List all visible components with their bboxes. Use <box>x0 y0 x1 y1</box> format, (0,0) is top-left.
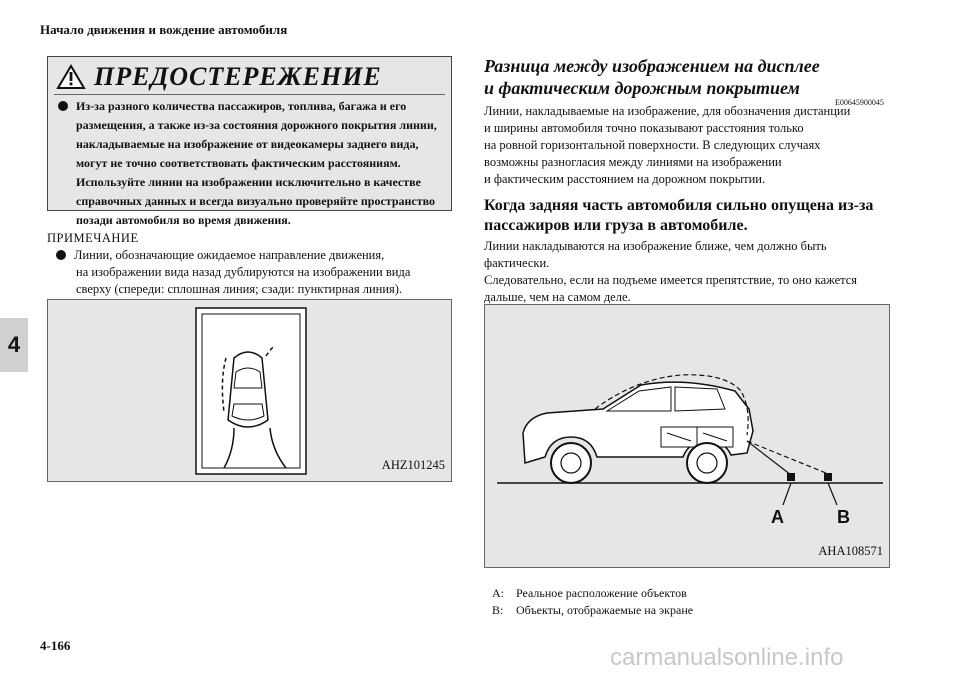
legend-key: B: <box>492 603 504 617</box>
chapter-tab: 4 <box>0 318 28 372</box>
warning-line: справочных данных и всегда визуально проверяйте пространство <box>76 194 436 208</box>
subsection-title-line: Когда задняя часть автомобиля сильно опущена из-за <box>484 197 874 214</box>
subsection-paragraph <box>484 238 904 306</box>
figure-code: AHZ101245 <box>381 458 445 472</box>
section-paragraph <box>484 103 904 188</box>
side-view-illustration <box>485 305 889 567</box>
label-a: A <box>771 507 784 527</box>
section-title <box>484 55 820 99</box>
paragraph-line: и ширины автомобиля точно показывают расстояния только <box>484 121 804 135</box>
note-label: ПРИМЕЧАНИЕ <box>47 231 139 245</box>
warning-line: размещения, а также из-за состояния дорожного покрытия линии, <box>76 118 437 132</box>
paragraph-line: Следовательно, если на подъеме имеется препятствие, то оно кажется <box>484 273 858 287</box>
figure-legend <box>492 585 693 619</box>
subsection-title-line: пассажиров или груза в автомобиле. <box>484 217 748 234</box>
figure-code: AHA108571 <box>818 544 883 558</box>
section-title-line: Разница между изображением на дисплее <box>484 56 820 76</box>
legend-text: Объекты, отображаемые на экране <box>516 603 694 617</box>
note-line: Линии, обозначающие ожидаемое направление движения, <box>74 248 385 262</box>
legend-item <box>492 602 693 619</box>
note-line: на изображении вида назад дублируются на изображении вида <box>76 265 411 279</box>
paragraph-line: дальше, чем на самом деле. <box>484 290 631 304</box>
warning-triangle-icon <box>56 64 86 90</box>
warning-line: накладываемые на изображение от видеокамеры заднего вида, <box>76 137 419 151</box>
legend-item <box>492 585 693 602</box>
paragraph-line: Линии, накладываемые на изображение, для обозначения дистанции <box>484 104 851 118</box>
page-number: 4-166 <box>40 638 71 653</box>
subsection-title <box>484 196 873 236</box>
warning-line: Используйте линии на изображении исключительно в качестве <box>76 175 421 189</box>
legend-text: Реальное расположение объектов <box>516 586 687 600</box>
paragraph-line: на ровной горизонтальной поверхности. В следующих случаях <box>484 138 821 152</box>
section-title-line: и фактическим дорожным покрытием <box>484 78 800 98</box>
paragraph-line: возможны разногласия между линиями на изображении <box>484 155 782 169</box>
warning-line: могут не точно соответствовать фактическим расстояниям. <box>76 156 401 170</box>
warning-box <box>47 56 452 227</box>
warning-divider <box>54 94 445 95</box>
warning-line: Из-за разного количества пассажиров, топлива, багажа и его <box>76 99 407 113</box>
legend-key: A: <box>492 586 504 600</box>
paragraph-line: и фактическим расстоянием на дорожном покрытии. <box>484 172 766 186</box>
paragraph-line: Линии накладываются на изображение ближе, чем должно быть <box>484 239 827 253</box>
bullet-icon <box>58 101 68 111</box>
page-header: Начало движения и вождение автомобиля <box>40 22 288 37</box>
top-view-illustration <box>48 300 451 481</box>
figure-top-view <box>47 299 452 482</box>
note-text <box>56 247 451 298</box>
paragraph-line: фактически. <box>484 256 550 270</box>
warning-line: позади автомобиля во время движения. <box>76 213 291 227</box>
label-b: B <box>837 507 850 527</box>
watermark: carmanualsonline.info <box>610 644 844 671</box>
warning-title <box>56 63 386 91</box>
warning-text <box>58 97 448 230</box>
note-line: сверху (спереди: сплошная линия; сзади: пунктирная линия). <box>76 282 403 296</box>
warning-title-text: ПРЕДОСТЕРЕЖЕНИЕ <box>94 62 382 91</box>
figure-side-view <box>484 304 890 568</box>
section-code: E00645900045 <box>835 98 884 107</box>
bullet-icon <box>56 250 66 260</box>
